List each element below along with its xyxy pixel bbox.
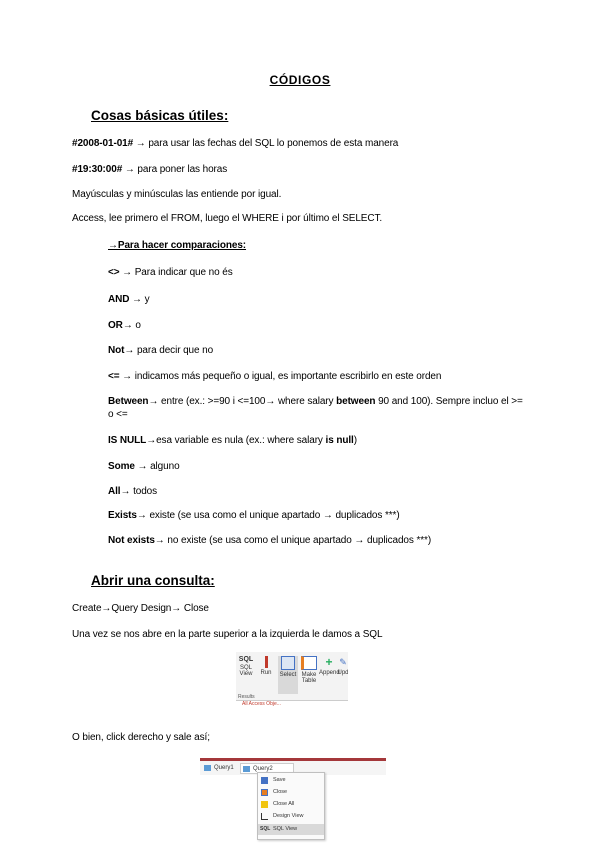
nav-pane-text: All Access Obje... <box>242 701 281 706</box>
heading-basics: Cosas básicas útiles: <box>91 108 229 123</box>
desc: → alguno <box>134 461 180 472</box>
button-label: Append <box>319 670 340 676</box>
kw: Some <box>108 461 135 472</box>
date-text: → para usar las fechas del SQL lo ponemos de esta manera <box>133 138 399 149</box>
cmp-ne <box>108 267 233 278</box>
append-icon: + <box>325 655 333 669</box>
sql-icon: SQL <box>260 826 271 832</box>
button-label: Make Table <box>301 672 317 684</box>
run-button[interactable] <box>256 656 276 694</box>
tab-label: Query2 <box>253 766 273 772</box>
time-text: → para poner las horas <box>122 164 228 175</box>
update-button[interactable] <box>337 656 348 694</box>
line-sql: Una vez se nos abre en la parte superior a la izquierda le damos a SQL <box>72 629 383 640</box>
desc: → existe (se usa como el unique apartado → duplicados ***) <box>136 510 400 521</box>
kw: Exists <box>108 510 137 521</box>
cmp-exists <box>108 510 400 521</box>
ribbon-group-label: Results <box>238 694 255 700</box>
comparisons-heading: →Para hacer comparaciones: <box>108 240 247 251</box>
kw: Not exists <box>108 535 155 546</box>
cmp-not-exists <box>108 535 431 546</box>
cmp-isnull <box>108 435 357 446</box>
context-menu <box>257 772 325 840</box>
desc: → Para indicar que no és <box>119 267 233 278</box>
line-date <box>72 138 398 149</box>
heading-open-query: Abrir una consulta: <box>91 573 215 588</box>
menu-item-design-view[interactable] <box>258 811 324 822</box>
close-icon <box>261 789 268 796</box>
kw: IS NULL <box>108 435 147 446</box>
select-icon <box>281 656 295 670</box>
desc-b: ) <box>353 435 357 446</box>
query-icon <box>204 765 211 771</box>
desc: → entre (ex.: >=90 i <=100→ where salary <box>148 396 337 407</box>
desc: → para decir que no <box>124 345 214 356</box>
menu-label: SQL View <box>273 826 298 832</box>
update-icon: ✎ <box>339 657 347 667</box>
kw2: between <box>336 396 376 407</box>
save-icon <box>261 777 268 784</box>
kw: All <box>108 486 121 497</box>
button-label: Select <box>279 672 297 678</box>
button-label: Run <box>260 670 272 676</box>
kw: <> <box>108 267 120 278</box>
menu-item-close-all[interactable] <box>258 799 324 810</box>
kw: Not <box>108 345 125 356</box>
run-icon <box>265 656 268 668</box>
folder-icon <box>261 801 268 808</box>
menu-item-save[interactable] <box>258 775 324 786</box>
desc: → no existe (se usa como el unique apartado → duplicados ***) <box>154 535 432 546</box>
page-title: CÓDIGOS <box>269 73 331 87</box>
cmp-some <box>108 461 180 472</box>
time-code: #19:30:00# <box>72 164 123 175</box>
line-time <box>72 164 227 175</box>
cmp-all <box>108 486 157 497</box>
append-button[interactable] <box>319 656 339 694</box>
menu-label: Save <box>273 777 286 783</box>
kw: OR <box>108 320 123 331</box>
menu-label: Close <box>273 789 288 795</box>
tab-label: Query1 <box>214 765 234 771</box>
kw2: is null <box>325 435 354 446</box>
query-icon <box>243 766 250 772</box>
button-label: Upd <box>337 670 348 676</box>
desc: → y <box>129 294 150 305</box>
cmp-le <box>108 371 441 382</box>
line-path: Create→Query Design→ Close <box>72 603 209 614</box>
cmp-not <box>108 345 213 356</box>
kw: <= <box>108 371 120 382</box>
date-code: #2008-01-01# <box>72 138 134 149</box>
make-table-button[interactable] <box>299 656 319 694</box>
sql-view-button[interactable] <box>236 656 256 694</box>
desc: → indicamos más pequeño o igual, es importante escribirlo en este orden <box>119 371 442 382</box>
cmp-or <box>108 320 141 331</box>
ribbon-screenshot <box>236 652 348 706</box>
sql-icon: SQL <box>238 656 254 663</box>
select-button[interactable] <box>278 656 298 694</box>
line-case: Mayúsculas y minúsculas las entiende por igual. <box>72 189 282 200</box>
line-right-click: O bien, click derecho y sale así; <box>72 732 210 743</box>
desc-b: 90 and 100). Sempre incluo el >= o <= <box>108 396 523 420</box>
desc: → o <box>122 320 141 331</box>
desc: → todos <box>120 486 158 497</box>
make-table-icon <box>301 656 317 670</box>
nav-pane-header[interactable] <box>236 700 348 706</box>
menu-item-close[interactable] <box>258 787 324 798</box>
kw: Between <box>108 396 149 407</box>
desc: →esa variable es nula (ex.: where salary <box>146 435 326 446</box>
line-order: Access, lee primero el FROM, luego el WHERE i por último el SELECT. <box>72 213 383 224</box>
cmp-and <box>108 294 150 305</box>
cmp-between <box>108 395 528 421</box>
design-view-icon <box>261 813 268 820</box>
menu-label: Close All <box>273 801 295 807</box>
kw: AND <box>108 294 130 305</box>
button-label: SQL View <box>239 665 253 677</box>
menu-item-sql-view[interactable] <box>258 824 324 835</box>
menu-label: Design View <box>273 813 304 819</box>
